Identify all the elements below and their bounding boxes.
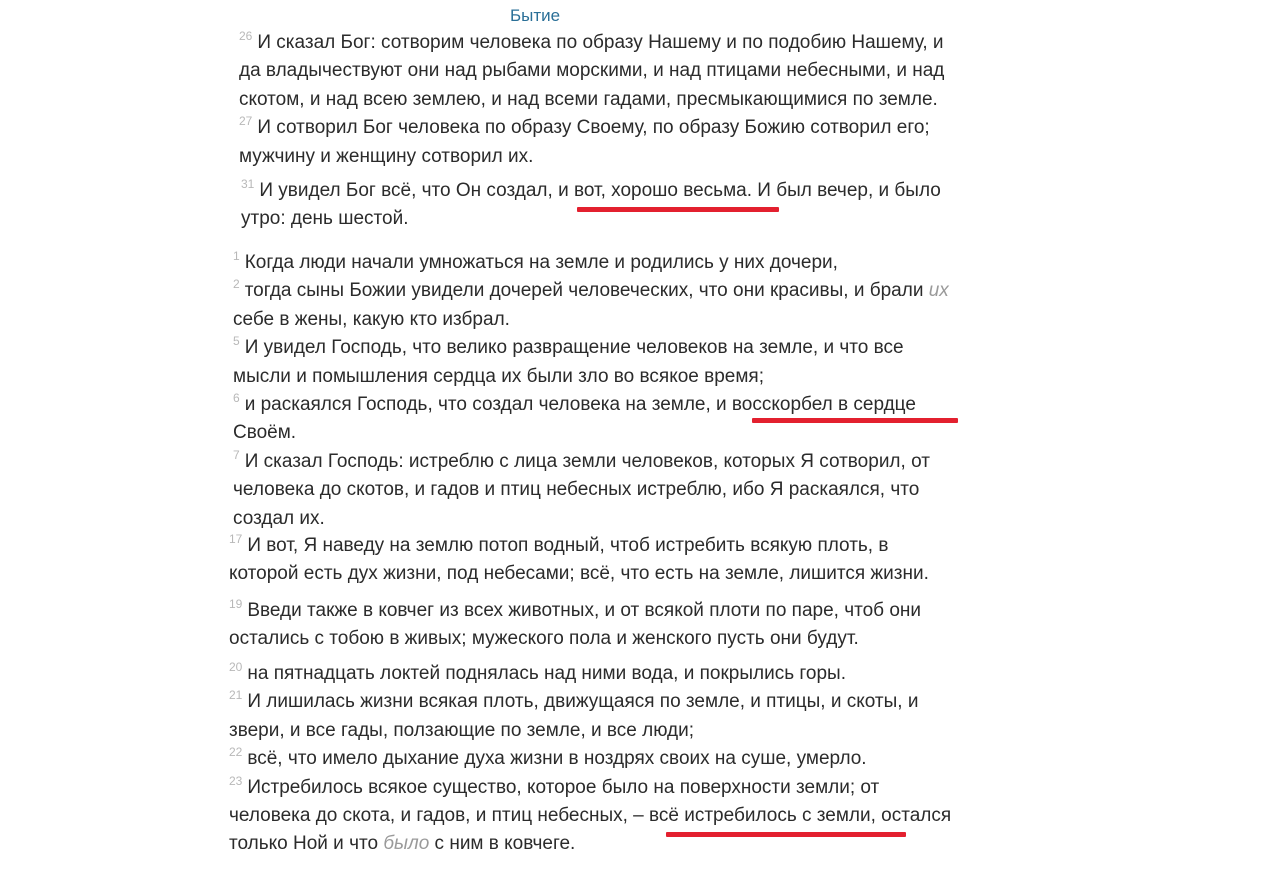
highlight-underline <box>666 832 906 837</box>
verse-number: 19 <box>229 597 243 611</box>
verse-number: 23 <box>229 773 243 788</box>
verse-line <box>233 391 949 419</box>
verse-line <box>239 114 944 142</box>
highlight-underline <box>577 207 779 212</box>
verse-line <box>233 249 949 277</box>
verse-line <box>229 745 951 773</box>
verse-line <box>233 476 949 504</box>
verse-number: 21 <box>229 688 243 703</box>
verse-text: да владычествуют они над рыбами морскими, и над птицами небесными, и над <box>239 60 945 82</box>
added-word: их <box>928 280 949 302</box>
verse-line <box>239 143 944 171</box>
verse-text: Когда люди начали умножаться на земле и родились у них дочери, <box>244 252 838 273</box>
verse-text: утро: день шестой. <box>241 208 409 230</box>
verse-line <box>229 774 951 802</box>
verse-line <box>229 625 921 653</box>
highlight-underline <box>752 418 958 423</box>
passage-block <box>241 177 941 234</box>
verse-text: И лишилась жизни всякая плоть, движущаяся по земле, и птицы, и скоты, и <box>247 691 919 713</box>
passage-block <box>229 532 929 589</box>
verse-text: И увидел Бог всё, что Он создал, и вот, хорошо весьма. И был вечер, и было <box>259 180 941 201</box>
verse-line <box>233 419 949 447</box>
verse-line <box>229 688 951 716</box>
verse-line <box>229 560 929 588</box>
verse-line <box>229 597 921 625</box>
verse-number: 22 <box>229 745 243 760</box>
verse-number: 1 <box>233 249 240 263</box>
verse-text: И сотворил Бог человека по образу Своему, по образу Божию сотворил его; <box>257 117 930 139</box>
verse-line <box>233 306 949 334</box>
verse-text: звери, и все гады, ползающие по земле, и все люди; <box>229 719 695 741</box>
passage-block <box>229 597 921 654</box>
verse-number: 31 <box>241 177 255 191</box>
verse-text: Истребилось всякое существо, которое было на поверхности земли; от <box>247 776 880 798</box>
verse-line <box>233 448 949 476</box>
passage-block <box>239 29 944 171</box>
verse-text: мужчину и женщину сотворил их. <box>239 145 534 167</box>
verse-line <box>233 334 949 362</box>
book-title: Бытие <box>510 6 561 25</box>
verse-text: скотом, и над всею землею, и над всеми гадами, пресмыкающимися по земле. <box>239 88 938 110</box>
verse-line <box>241 177 941 205</box>
verse-number: 17 <box>229 532 243 546</box>
verse-text: человека до скота, и гадов, и птиц небесных, – всё истребилось с земли, остался <box>229 805 952 827</box>
verse-text: человека до скотов, и гадов и птиц небесных истреблю, ибо Я раскаялся, что <box>233 479 920 501</box>
verse-text: на пятнадцать локтей поднялась над ними вода, и покрылись горы. <box>247 663 846 684</box>
verse-number: 27 <box>239 114 253 129</box>
verse-number: 26 <box>239 29 253 43</box>
verse-number: 5 <box>233 334 240 349</box>
verse-text: И сказал Господь: истреблю с лица земли человеков, которых Я сотворил, от <box>244 450 930 472</box>
verse-text: Введи также в ковчег из всех животных, и от всякой плоти по паре, чтоб они <box>247 600 921 621</box>
verse-line <box>229 660 951 688</box>
verse-text: Своём. <box>233 422 297 444</box>
verse-text: себе в жены, какую кто избрал. <box>233 308 510 330</box>
verse-text: И сказал Бог: сотворим человека по образу Нашему и по подобию Нашему, и <box>257 32 944 53</box>
passage-block <box>233 249 949 533</box>
verse-line <box>229 802 951 830</box>
added-word: было <box>383 833 430 855</box>
verse-line <box>229 532 929 560</box>
verse-text: мысли и помышления сердца их были зло во всякое время; <box>233 365 764 387</box>
verse-text: И вот, Я наведу на землю потоп водный, чтоб истребить всякую плоть, в <box>247 535 889 556</box>
verse-number: 6 <box>233 391 240 406</box>
verse-number: 20 <box>229 660 243 674</box>
verse-text: которой есть дух жизни, под небесами; всё, что есть на земле, лишится жизни. <box>229 563 929 585</box>
verse-text: тогда сыны Божии увидели дочерей человеческих, что они красивы, и брали <box>244 280 924 302</box>
verse-text: создал их. <box>233 507 325 529</box>
verse-line <box>239 57 944 85</box>
verse-text: остались с тобою в живых; мужеского пола и женского пусть они будут. <box>229 628 859 650</box>
verse-text: с ним в ковчеге. <box>434 833 576 855</box>
verse-number: 7 <box>233 447 240 462</box>
verse-line <box>233 277 949 305</box>
verse-line <box>239 86 944 114</box>
verse-text: всё, что имело дыхание духа жизни в ноздрях своих на суше, умерло. <box>247 748 867 770</box>
verse-text: только Ной и что <box>229 833 379 855</box>
passage-block <box>229 660 951 859</box>
verse-line <box>233 505 949 533</box>
verse-line <box>229 717 951 745</box>
verse-line <box>233 363 949 391</box>
verse-line <box>239 29 944 57</box>
verse-text: и раскаялся Господь, что создал человека на земле, и восскорбел в сердце <box>244 394 916 416</box>
verse-text: И увидел Господь, что велико развращение человеков на земле, и что все <box>244 337 904 359</box>
verse-number: 2 <box>233 277 240 292</box>
